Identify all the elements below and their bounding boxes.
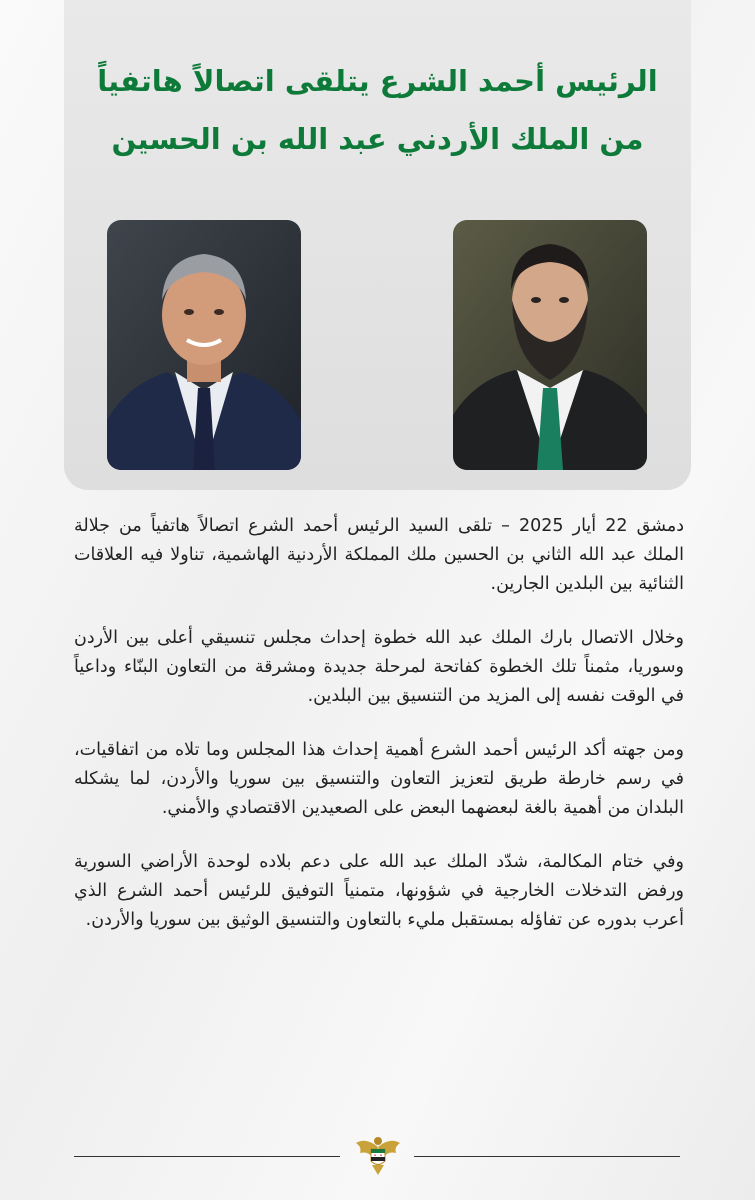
- footer-divider-left: [74, 1156, 340, 1157]
- footer-divider-right: [414, 1156, 680, 1157]
- paragraph-3: ومن جهته أكد الرئيس أحمد الشرع أهمية إحداث هذا المجلس وما تلاه من اتفاقيات، في رسم خارطة طريق لتعزيز التعاون والتنسيق بين سوريا والأردن، لما يشكله البلدان من أهمية بالغة لبعضهما البعض على الصعيدين الاقتصادي والأمني.: [74, 740, 684, 818]
- paragraph-1: دمشق 22 أيار 2025 – تلقى السيد الرئيس أحمد الشرع اتصالاً هاتفياً من جلالة الملك عبد الله الثاني بن الحسين ملك المملكة الأردنية الهاشمية، تناولا فيه العلاقات الثنائية بين البلدين الجارين.: [74, 516, 684, 594]
- headline-line-1: الرئيس أحمد الشرع يتلقى اتصالاً هاتفياً: [97, 64, 658, 98]
- headline: [64, 52, 691, 168]
- portrait-left-image: [107, 220, 301, 470]
- article-body: [74, 512, 684, 960]
- eagle-emblem-icon: [354, 1133, 402, 1177]
- paragraph-4: وفي ختام المكالمة، شدّد الملك عبد الله على دعم بلاده لوحدة الأراضي السورية ورفض التدخلات الخارجية في شؤونها، متمنياً التوفيق للرئيس أحمد الشرع الذي أعرب بدوره عن تفاؤله بمستقبل مليء بالتعاون والتنسيق الوثيق بين سوريا والأردن.: [74, 852, 684, 930]
- portrait-photo-right: [453, 220, 647, 470]
- portrait-right-image: [453, 220, 647, 470]
- paragraph-2: وخلال الاتصال بارك الملك عبد الله خطوة إحداث مجلس تنسيقي أعلى بين الأردن وسوريا، مثمناً تلك الخطوة كفاتحة لمرحلة جديدة ومشرقة من التعاون البنّاء وداعياً في الوقت نفسه إلى المزيد من التنسيق بين البلدين.: [74, 628, 684, 706]
- portrait-photo-left: [107, 220, 301, 470]
- headline-line-2: من الملك الأردني عبد الله بن الحسين: [111, 122, 644, 156]
